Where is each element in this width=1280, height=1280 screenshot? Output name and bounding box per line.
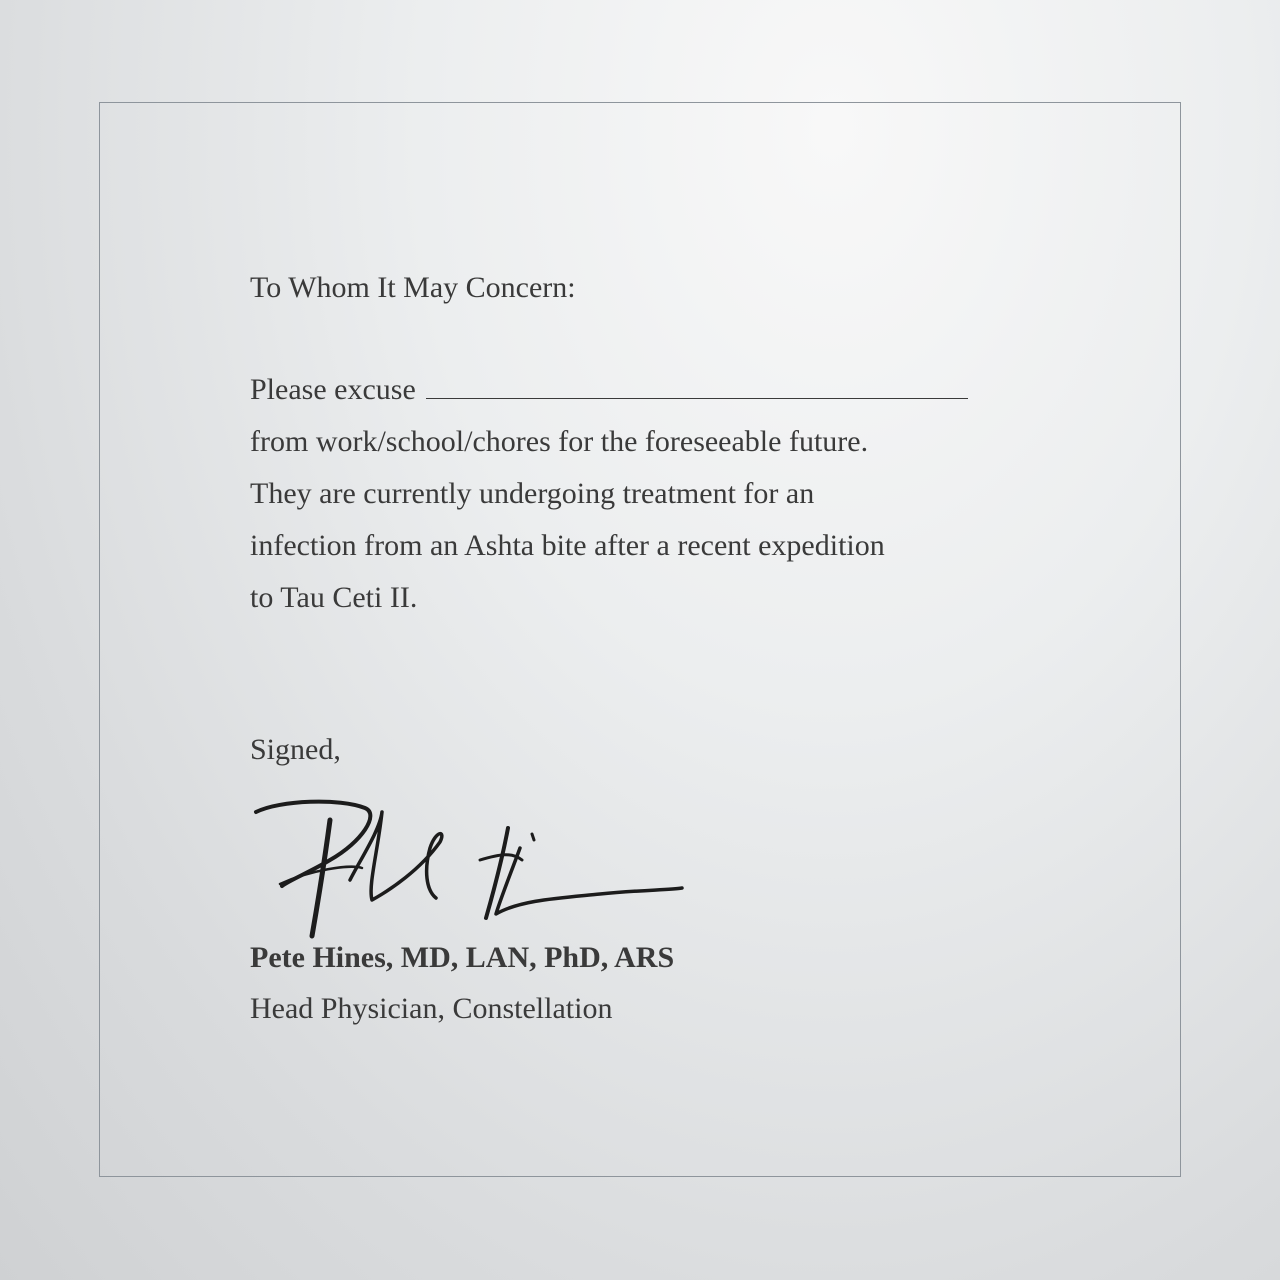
signature-stroke [496,848,682,914]
closing: Signed, [250,733,341,766]
excuse-prefix: Please excuse [250,373,416,406]
letter-body [250,364,968,624]
signature-stroke [486,828,508,918]
body-line: infection from an Ashta bite after a recent expedition [250,529,885,562]
name-blank-line [426,378,968,399]
signer-title: Head Physician, Constellation [250,992,613,1025]
body-line-first [250,364,968,416]
salutation: To Whom It May Concern: [250,271,576,304]
body-line: to Tau Ceti II. [250,581,418,614]
signer-name: Pete Hines, MD, LAN, PhD, ARS [250,941,675,974]
handwritten-signature [250,790,700,950]
body-line: from work/school/chores for the foreseeable future. [250,425,869,458]
signature-stroke [312,820,330,936]
signature-stroke [532,834,534,840]
signature-stroke [350,812,442,900]
body-line: They are currently undergoing treatment for an [250,477,815,510]
